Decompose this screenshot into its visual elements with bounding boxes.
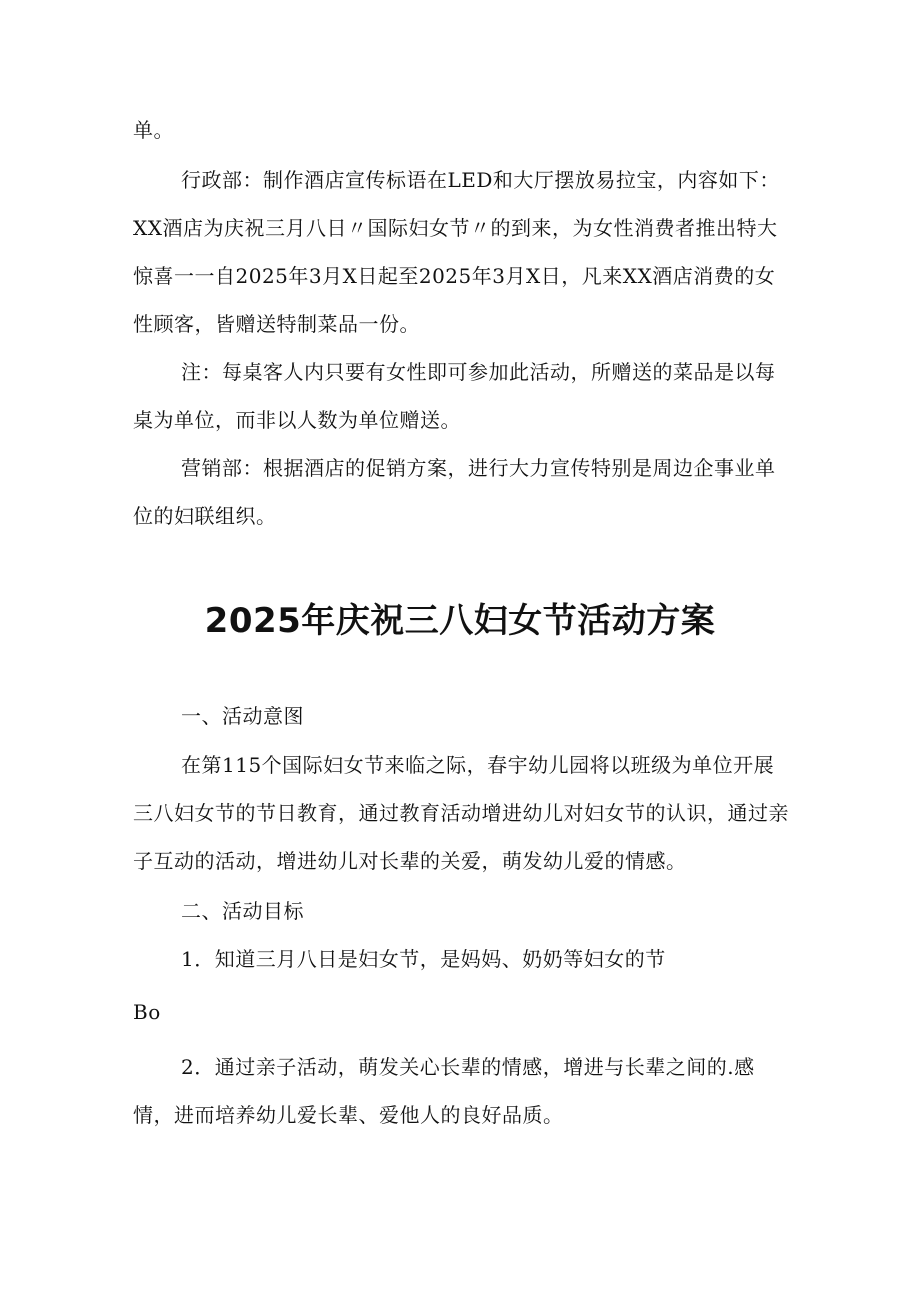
paragraph-fragment: 单。: [133, 118, 174, 142]
goal-item-1-continuation: Bo: [133, 1000, 161, 1024]
paragraph-admin-dept: 行政部：制作酒店宣传标语在LED和大厅摆放易拉宝，内容如下：XX酒店为庆祝三月八日〃国际妇女节〃的到来，为女性消费者推出特大惊喜一一自2025年3月X日起至2025年3月X日，凡来XX酒店消费的女性顾客，皆赠送特制菜品一份。: [133, 168, 780, 336]
document-title: 2025年庆祝三八妇女节活动方案: [204, 601, 716, 641]
paragraph-intent: 在第115个国际妇女节来临之际，春宇幼儿园将以班级为单位开展三八妇女节的节日教育，通过教育活动增进幼儿对妇女节的认识，通过亲子互动的活动，增进幼儿对长辈的关爱，萌发幼儿爱的情感。: [133, 753, 789, 873]
paragraph-marketing-dept: 营销部：根据酒店的促销方案，进行大力宣传特别是周边企事业单位的妇联组织。: [133, 456, 776, 528]
section-heading-intent: 一、活动意图: [181, 704, 304, 728]
section-heading-goals: 二、活动目标: [181, 899, 304, 923]
goal-item-1: 1．知道三月八日是妇女节，是妈妈、奶奶等妇女的节: [181, 947, 666, 971]
paragraph-note: 注：每桌客人内只要有女性即可参加此活动，所赠送的菜品是以每桌为单位，而非以人数为单位赠送。: [133, 360, 776, 432]
goal-item-2: 2．通过亲子活动，萌发关心长辈的情感，增进与长辈之间的.感情，进而培养幼儿爱长辈、爱他人的良好品质。: [133, 1055, 755, 1127]
